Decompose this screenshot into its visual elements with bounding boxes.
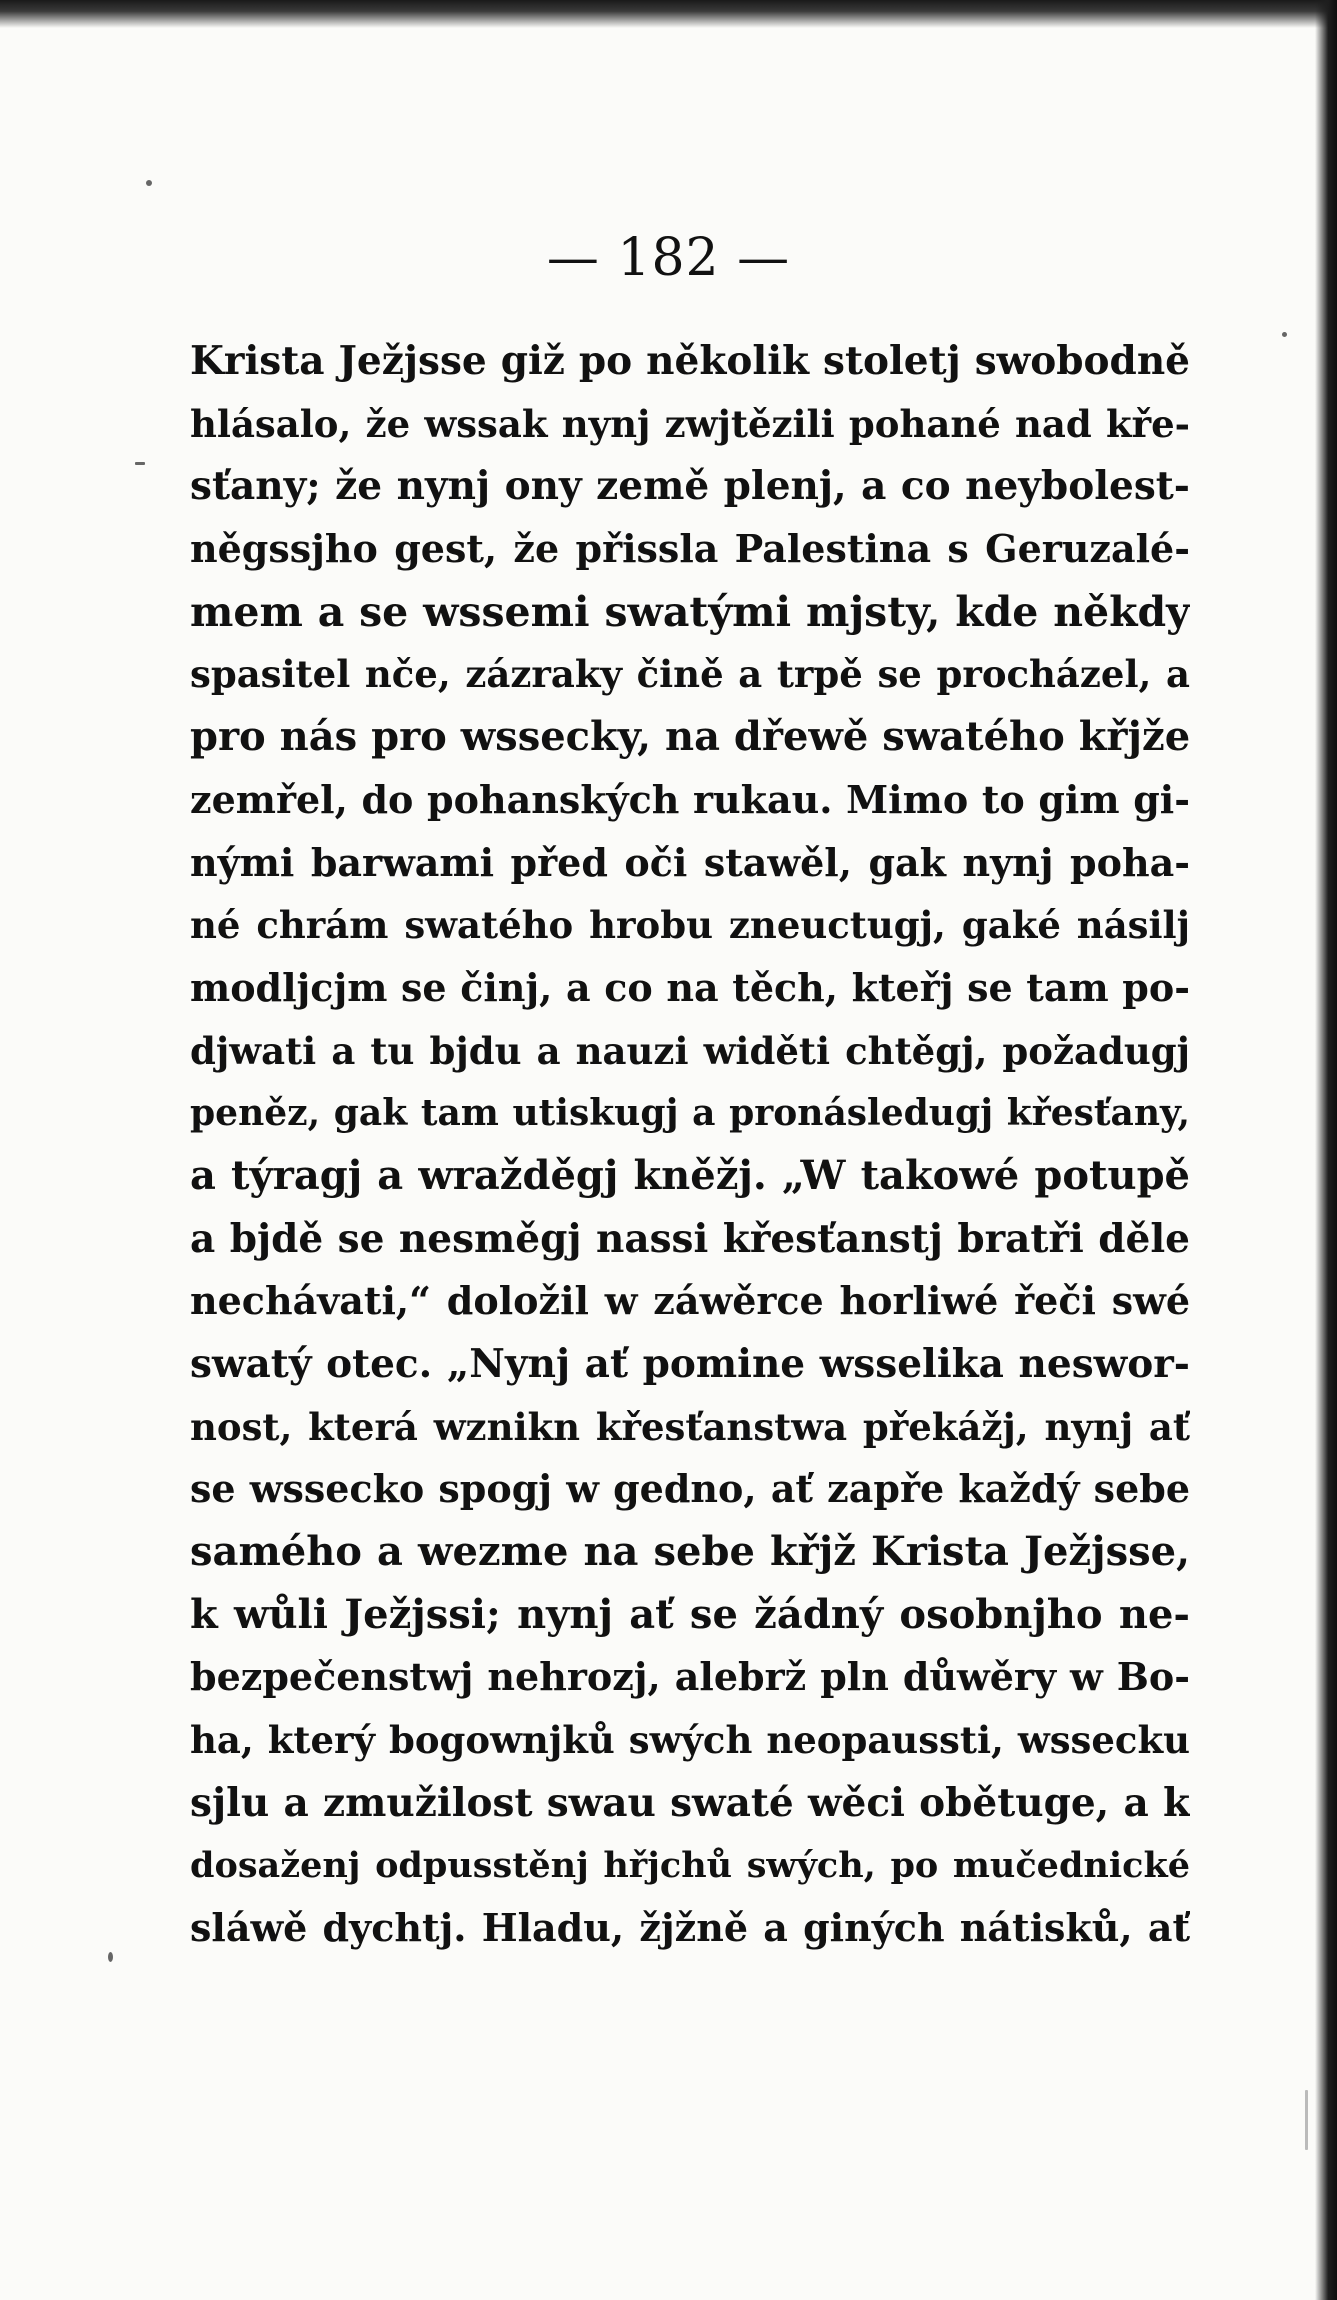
text-line: zemřel, do pohanských rukau. Mimo to gim gi- (190, 776, 1190, 822)
scan-speck (135, 462, 145, 465)
scan-right-edge (1315, 0, 1337, 2300)
text-line: něgssjho gest, že přissla Palestina s Geruzalé- (190, 526, 1190, 572)
text-line: sjlu a zmužilost swau swaté wěci obětuge, a k (190, 1779, 1190, 1826)
text-line: sťany; že nynj ony země plenj, a co neybolest- (190, 463, 1190, 510)
text-line: se wssecko spogj w gedno, ať zapře každý sebe (190, 1466, 1190, 1512)
scan-top-edge (0, 0, 1337, 28)
text-line: djwati a tu bjdu a nauzi widěti chtěgj, požadugj (190, 1028, 1190, 1073)
body-text (190, 330, 1190, 1960)
scan-speck (108, 1952, 113, 1962)
text-line: sláwě dychtj. Hladu, žjžně a giných nátisků, ať (190, 1905, 1190, 1951)
text-line: a bjdě se nesměgj nassi křesťanstj bratři děle (190, 1215, 1190, 1262)
page-number: — 182 — (546, 228, 791, 288)
text-line: dosaženj odpusstěnj hřjchů swých, po mučednické (190, 1844, 1190, 1886)
text-line: swatý otec. „Nynj ať pomine wsselika neswor- (190, 1341, 1190, 1387)
text-line: samého a wezme na sebe křjž Krista Ježjsse, (190, 1528, 1190, 1576)
text-line: modljcjm se činj, a co na těch, kteřj se tam po- (190, 964, 1190, 1010)
text-line: ha, který bogownjků swých neopaussti, wssecku (190, 1718, 1190, 1763)
text-line: peněz, gak tam utiskugj a pronásledugj křesťany, (190, 1092, 1190, 1135)
scan-speck (146, 180, 152, 186)
text-line: nechávati,“ doložil w záwěrce horliwé řeči swé (190, 1278, 1190, 1324)
text-line: k wůli Ježjssi; nynj ať se žádný osobnjho ne- (190, 1590, 1190, 1638)
text-line: spasitel nče, zázraky čině a trpě se procházel, a (190, 652, 1190, 697)
scan-speck (1305, 2090, 1308, 2150)
text-line: nými barwami před oči stawěl, gak nynj poha- (190, 839, 1190, 885)
text-line: né chrám swatého hrobu zneuctugj, gaké násilj (190, 903, 1190, 948)
scan-speck (1282, 332, 1287, 337)
text-line: hlásalo, že wssak nynj zwjtězili pohané nad kře- (190, 401, 1190, 446)
text-line: mem a se wssemi swatými mjsty, kde někdy (190, 587, 1190, 636)
text-line: pro nás pro wssecky, na dřewě swatého křjže (190, 713, 1190, 761)
text-line: a týragj a wražděgj kněžj. „W takowé potupě (190, 1151, 1190, 1199)
text-line: bezpečenstwj nehrozj, alebrž pln důwěry w Bo- (190, 1654, 1190, 1700)
text-line: nost, která wznikn křesťanstwa překážj, nynj ať (190, 1404, 1190, 1449)
text-line: Krista Ježjsse giž po několik stoletj swobodně (190, 338, 1190, 384)
